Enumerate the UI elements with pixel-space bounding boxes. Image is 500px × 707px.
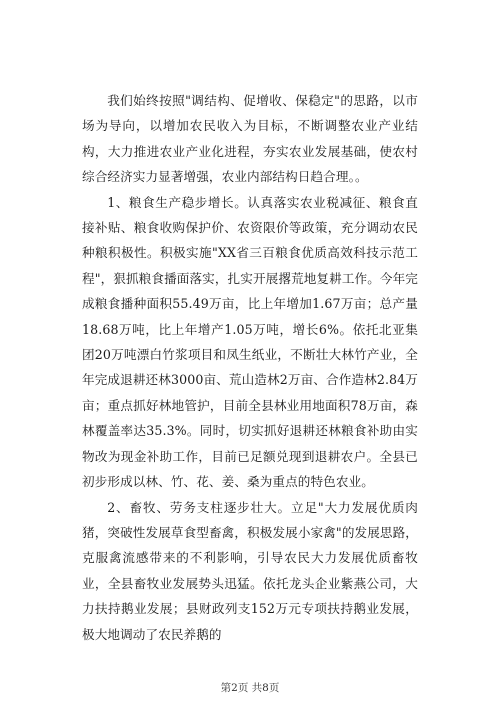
paragraph-livestock-labor: 2、畜牧、劳务支柱逐步壮大。立足"大力发展优质肉猪，突破性发展草食型畜禽，积极发展小家禽"的发展思路，克服禽流感带来的不利影响，引导农民大力发展优质畜牧业，全县畜牧业发展势头迅猛。依托龙头企业紫燕公司，大力扶持鹅业发展；县财政列支152万元专项扶持鹅业发展，极大地调动了农民养鹅的	[82, 499, 418, 642]
page-number-footer: 第2页 共8页	[220, 682, 280, 694]
paragraph-intro: 我们始终按照"调结构、促增收、保稳定"的思路，以市场为导向，以增加农民收入为目标，不断调整农业产业结构，大力推进农业产业化进程，夯实农业发展基础，使农村综合经济实力显著增强，农业内部结构日趋合理。。	[82, 93, 418, 185]
document-body	[82, 88, 418, 647]
paragraph-grain-production: 1、粮食生产稳步增长。认真落实农业税减征、粮食直接补贴、粮食收购保护价、农资限价等政策，充分调动农民种粮积极性。积极实施"XX省三百粮食优质高效科技示范工程"，狠抓粮食播面落实，扎实开展撂荒地复耕工作。今年完成粮食播种面积55.49万亩，比上年增加1.67万亩；总产量18.68万吨，比上年增产1.05万吨，增长6%。依托北亚集团20万吨漂白竹浆项目和凤生纸业，不断壮大林竹产业，全年完成退耕还林3000亩、荒山造林2万亩、合作造林2.84万亩；重点抓好林地管护，目前全县林业用地面积78万亩，森林覆盖率达35.3%。同时，切实抓好退耕还林粮食补助由实物改为现金补助工作，目前已足额兑现到退耕农户。全县已初步形成以林、竹、花、姜、桑为重点的特色农业。	[82, 194, 418, 490]
